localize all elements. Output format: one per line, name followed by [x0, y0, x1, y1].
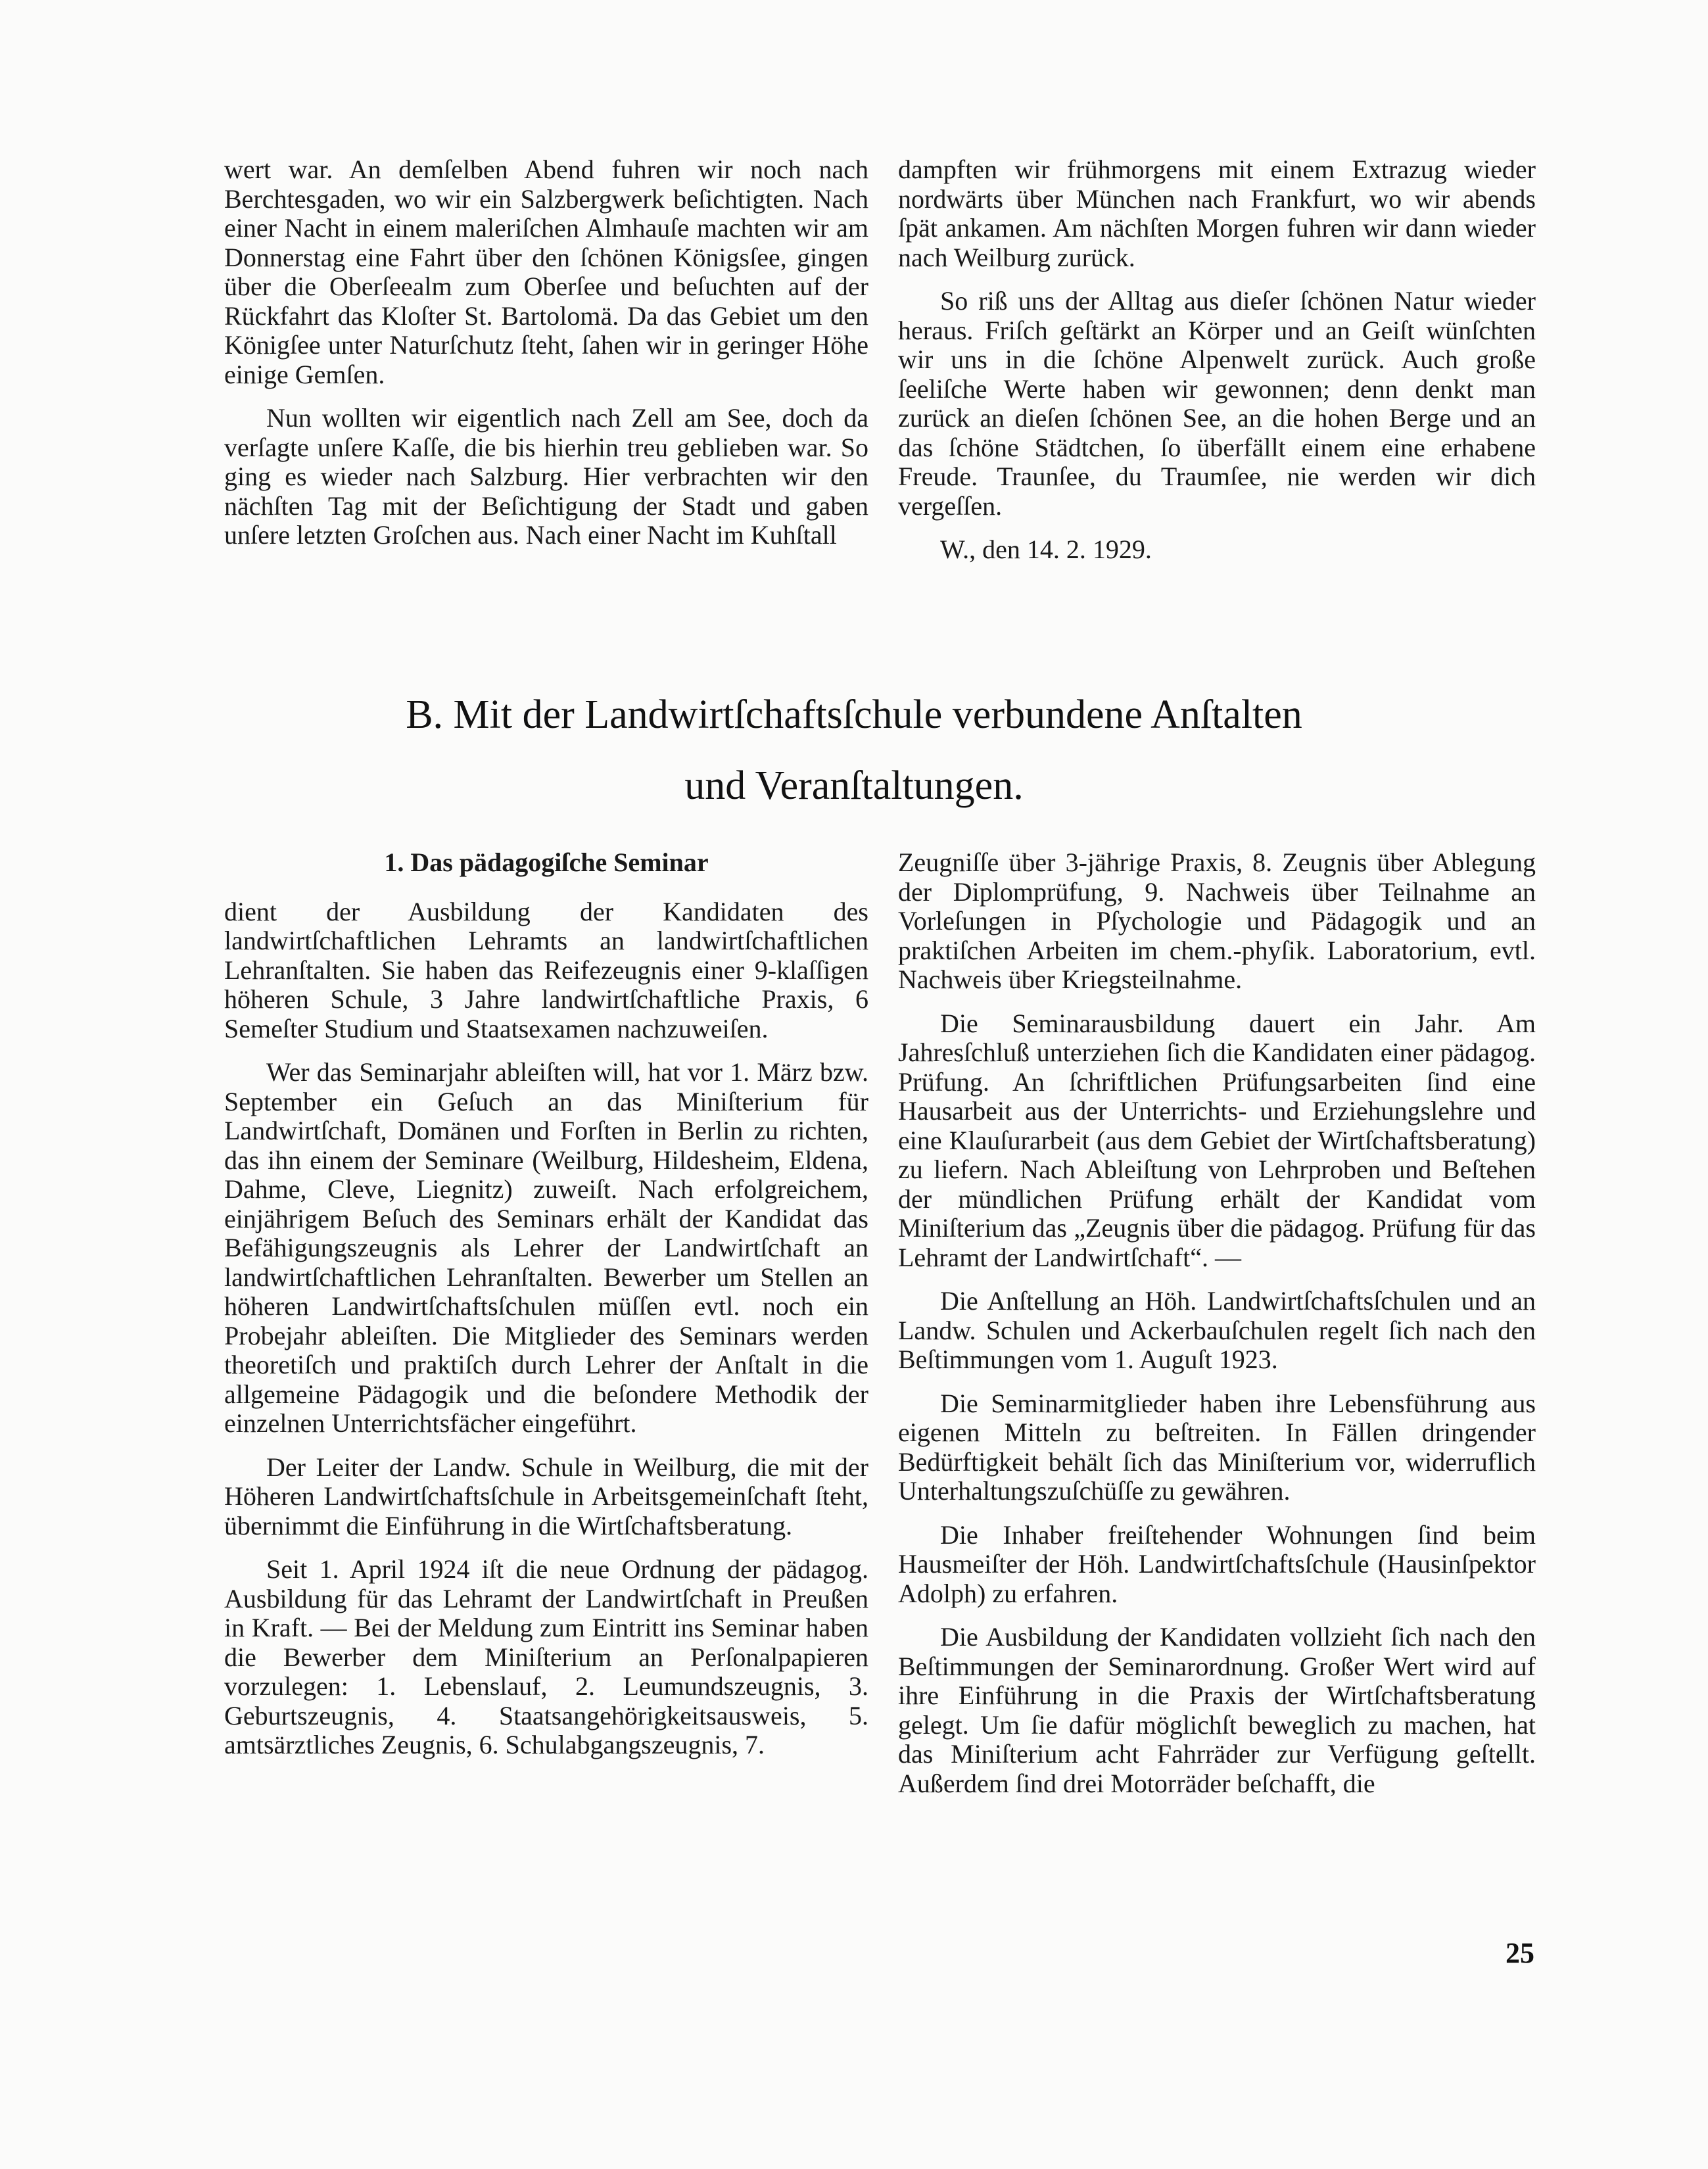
paragraph: Die Inhaber freiſtehender Wohnungen ſind beim Hausmeiſter der Höh. Landwirtſchaftsſchule (Hausinſpektor Adolph) zu erfahren.	[898, 1519, 1536, 1608]
paragraph: wert war. An demſelben Abend fuhren wir noch nach Berchtesgaden, wo wir ein Salzbergwerk beſichtigten. Nach einer Nacht in einem maleriſchen Almhauſe machten wir am Donnerstag eine Fahrt über den ſchönen Königsſee, gingen über die Oberſeealm zum Oberſee und beſuchten auf der Rückfahrt das Kloſter St. Bartolomä. Da das Gebiet um den Königſee unter Naturſchutz ſteht, ſahen wir in geringer Höhe einige Gemſen.	[224, 155, 868, 389]
paragraph: Die Anſtellung an Höh. Landwirtſchaftsſchulen und an Landw. Schulen und Ackerbauſchulen regelt ſich nach den Beſtimmungen vom 1. Auguſt 1923.	[898, 1286, 1536, 1374]
paragraph: Seit 1. April 1924 iſt die neue Ordnung der pädagog. Ausbildung für das Lehramt der Landwirtſchaft in Preußen in Kraft. — Bei der Meldung zum Eintritt ins Seminar haben die Bewerber dem Miniſterium an Perſonalpapieren vorzulegen: 1. Lebenslauf, 2. Leumundszeugnis, 3. Geburtszeugnis, 4. Staatsangehörigkeitsausweis, 5. amtsärztliches Zeugnis, 6. Schulabgangszeugnis, 7.	[224, 1554, 868, 1759]
paragraph: Die Seminarausbildung dauert ein Jahr. Am Jahresſchluß unterziehen ſich die Kandidaten einer pädagog. Prüfung. An ſchriftlichen Prüfungsarbeiten ſind eine Hausarbeit aus der Unterrichts- und Erziehungslehre und eine Klauſurarbeit (aus dem Gebiet der Wirtſchaftsberatung) zu liefern. Nach Ableiſtung von Lehrproben und Beſtehen der mündlichen Prüfung erhält der Kandidat vom Miniſterium das „Zeugnis über die pädagog. Prüfung für das Lehramt der Landwirtſchaft“. —	[898, 1008, 1536, 1272]
page-number: 25	[1506, 1937, 1534, 1969]
paragraph: dampften wir frühmorgens mit einem Extrazug wieder nordwärts über München nach Frankfurt, wo wir abends ſpät ankamen. Am nächſten Morgen fuhren wir dann wieder nach Weilburg zurück.	[898, 155, 1536, 272]
dateline: W., den 14. 2. 1929.	[940, 535, 1152, 564]
section-heading-line-2: und Veranſtaltungen.	[684, 763, 1024, 808]
paragraph: Wer das Seminarjahr ableiſten will, hat vor 1. März bzw. September ein Geſuch an das Miniſterium für Landwirtſchaft, Domänen und Forſten in Berlin zu richten, das ihn einem der Seminare (Weilburg, Hildesheim, Eldena, Dahme, Cleve, Liegnitz) zuweiſt. Nach erfolgreichem, einjährigem Beſuch des Seminars erhält der Kandidat das Befähigungszeugnis als Lehrer der Landwirtſchaft an landwirtſchaftlichen Lehranſtalten. Bewerber um Stellen an höheren Landwirtſchaftsſchulen müſſen evtl. noch ein Probejahr ableiſten. Die Mitglieder des Seminars werden theoretiſch und praktiſch durch Lehrer der Anſtalt in die allgemeine Pädagogik und die beſondere Methodik der einzelnen Unterrichtsfächer eingeführt.	[224, 1057, 868, 1438]
paragraph: Die Ausbildung der Kandidaten vollzieht ſich nach den Beſtimmungen der Seminarordnung. Großer Wert wird auf ihre Einführung in die Praxis der Wirtſchaftsberatung gelegt. Um ſie dafür möglichſt beweglich zu machen, hat das Miniſterium acht Fahrräder zur Verfügung geſtellt. Außerdem ſind drei Motorräder beſchafft, die	[898, 1622, 1536, 1798]
section-heading-line-1: B. Mit der Landwirtſchaftsſchule verbundene Anſtalten	[406, 692, 1302, 737]
bottom-left-column	[224, 848, 868, 1775]
paragraph: Nun wollten wir eigentlich nach Zell am See, doch da verſagte unſere Kaſſe, die bis hierhin treu geblieben war. So ging es wieder nach Salzburg. Hier verbrachten wir den nächſten Tag mit der Beſichtigung der Stadt und gaben unſere letzten Groſchen aus. Nach einer Nacht im Kuhſtall	[224, 403, 868, 550]
paragraph: Der Leiter der Landw. Schule in Weilburg, die mit der Höheren Landwirtſchaftsſchule in Arbeitsgemeinſchaft ſteht, übernimmt die Einführung in die Wirtſchaftsberatung.	[224, 1452, 868, 1540]
top-right-column	[898, 155, 1536, 579]
paragraph: Die Seminarmitglieder haben ihre Lebensführung aus eigenen Mitteln zu beſtreiten. In Fällen dringender Bedürftigkeit behält ſich das Miniſterium vor, widerruflich Unterhaltungszuſchüſſe zu gewähren.	[898, 1388, 1536, 1506]
subsection-title: 1. Das pädagogiſche Seminar	[384, 847, 709, 877]
top-left-column	[224, 155, 868, 565]
paragraph: dient der Ausbildung der Kandidaten des landwirtſchaftlichen Lehramts an landwirtſchaftlichen Lehranſtalten. Sie haben das Reifezeugnis einer 9-klaſſigen höheren Schule, 3 Jahre landwirtſchaftliche Praxis, 6 Semeſter Studium und Staatsexamen nachzuweiſen.	[224, 896, 868, 1043]
bottom-right-column	[898, 848, 1536, 1813]
paragraph: Zeugniſſe über 3-jährige Praxis, 8. Zeugnis über Ablegung der Diplomprüfung, 9. Nachweis über Teilnahme an Vorleſungen in Pſychologie und Pädagogik und an praktiſchen Arbeiten im chem.-phyſik. Laboratorium, evtl. Nachweis über Kriegsteilnahme.	[898, 847, 1536, 994]
paragraph: So riß uns der Alltag aus dieſer ſchönen Natur wieder heraus. Friſch geſtärkt an Körper und an Geiſt wünſchten wir uns in die ſchöne Alpenwelt zurück. Auch große ſeeliſche Werte haben wir gewonnen; denn denkt man zurück an dieſen ſchönen See, an die hohen Berge und an das ſchöne Städtchen, ſo überfällt einem eine erhabene Freude. Traunſee, du Traumſee, nie werden wir dich vergeſſen.	[898, 286, 1536, 521]
